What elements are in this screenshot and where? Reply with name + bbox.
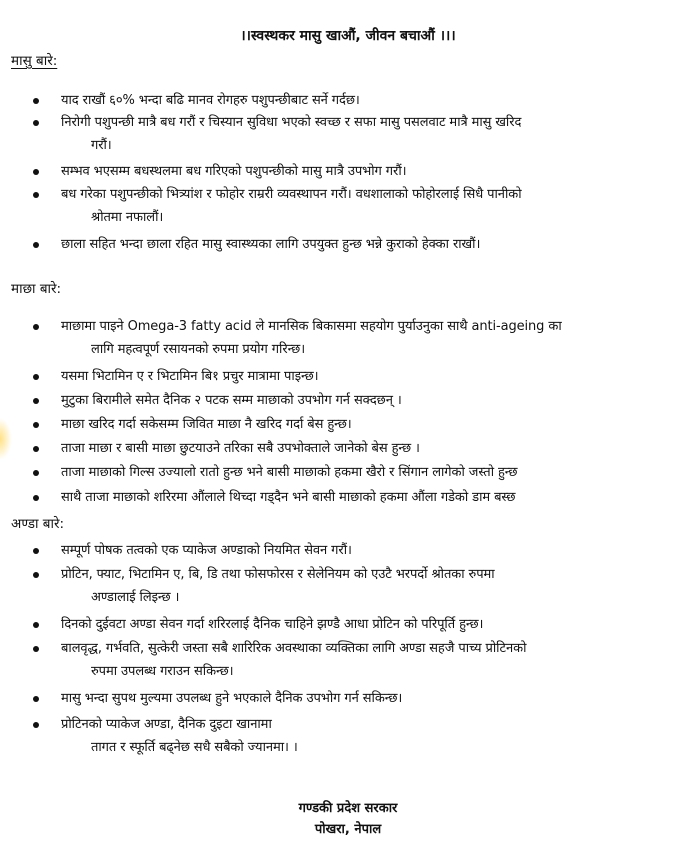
bullet-icon xyxy=(33,495,39,501)
list-item-text: बालवृद्ध, गर्भवति, सुत्केरी जस्ता सबै शारिरिक अवस्थाका व्यक्तिका लागि अण्डा सहजै पाच्य प्रोटिनको xyxy=(61,641,527,656)
list-item xyxy=(33,438,678,461)
list-item xyxy=(33,90,678,113)
list-item-text: साथै ताजा माछाको शरिरमा औंलाले थिच्दा गड्दैन भने बासी माछाको हकमा औंला गडेको डाम बस्छ xyxy=(61,490,516,505)
list-item-text: ताजा माछाको गिल्स उज्यालो रातो हुन्छ भने बासी माछाको हकमा खैरो र सिंगान लागेको जस्तो हुन्छ xyxy=(61,465,518,480)
list-item-text: सम्पूर्ण पोषक तत्वको एक प्याकेज अण्डाको नियमित सेवन गरौं। xyxy=(61,543,352,558)
bullet-icon xyxy=(33,324,39,330)
list-item xyxy=(33,366,678,389)
section-heading: मासु बारे: xyxy=(11,53,58,69)
list-item xyxy=(33,688,678,711)
list-item xyxy=(33,112,678,157)
list-item-text: लागि महत्वपूर्ण रसायनको रुपमा प्रयोग गरिन्छ। xyxy=(91,341,306,357)
bullet-icon xyxy=(33,548,39,554)
list-item xyxy=(33,487,678,510)
list-item xyxy=(33,161,678,184)
bullet-icon xyxy=(33,192,39,198)
highlight-mark xyxy=(0,418,12,460)
list-item-text: सम्भव भएसम्म बधस्थलमा बध गरिएको पशुपन्छीको मासु मात्रै उपभोग गरौं। xyxy=(61,164,407,179)
list-item xyxy=(33,540,678,563)
list-item-text: माछा खरिद गर्दा सकेसम्म जिवित माछा नै खरिद गर्दा बेस हुन्छ। xyxy=(61,417,352,432)
list-item-text: यसमा भिटामिन ए र भिटामिन बि१ प्रचुर मात्रामा पाइन्छ। xyxy=(61,369,319,384)
list-item xyxy=(33,462,678,485)
list-item-text: अण्डालाई लिइन्छ । xyxy=(91,589,180,605)
list-item xyxy=(33,714,678,759)
section-heading: अण्डा बारे: xyxy=(11,516,65,532)
bullet-icon xyxy=(33,374,39,380)
bullet-icon xyxy=(33,646,39,652)
bullet-icon xyxy=(33,398,39,404)
bullet-icon xyxy=(33,446,39,452)
list-item xyxy=(33,564,678,609)
list-item-text: दिनको दुईवटा अण्डा सेवन गर्दा शरिरलाई दैनिक चाहिने झण्डै आधा प्रोटिन को परिपूर्ति हुन्छ। xyxy=(61,617,484,632)
list-item xyxy=(33,316,678,361)
bullet-icon xyxy=(33,242,39,248)
list-item-text: रुपमा उपलब्ध गराउन सकिन्छ। xyxy=(91,663,234,679)
footer-organization: गण्डकी प्रदेश सरकार xyxy=(298,801,398,816)
list-item-text: प्रोटिन, फ्याट, भिटामिन ए, बि, डि तथा फोसफोरस र सेलेनियम को एउटै भरपर्दो श्रोतका रुपमा xyxy=(61,567,495,582)
list-item-text: श्रोतमा नफालौं। xyxy=(91,209,164,225)
footer-location: पोखरा, नेपाल xyxy=(314,822,382,837)
list-item-text: प्रोटिनको प्याकेज अण्डा, दैनिक दुइटा खानामा xyxy=(61,717,272,732)
list-item xyxy=(33,390,678,413)
list-item-text: याद राखौं ६०% भन्दा बढि मानव रोगहरु पशुपन्छीबाट सर्ने गर्दछ। xyxy=(61,93,360,108)
list-item-text: माछामा पाइने Omega-3 fatty acid ले मानसिक बिकासमा सहयोग पुर्याउनुका साथै anti-ageing का xyxy=(61,319,562,334)
list-item-text: तागत र स्फूर्ति बढ्नेछ सधै सबैको ज्यानमा। । xyxy=(91,739,298,755)
list-item xyxy=(33,638,678,683)
bullet-icon xyxy=(33,722,39,728)
list-item-text: गरौं। xyxy=(91,137,112,153)
list-item-text: ताजा माछा र बासी माछा छुटयाउने तरिका सबै उपभोक्ताले जानेको बेस हुन्छ । xyxy=(61,441,420,456)
list-item-text: मुटुका बिरामीले समेत दैनिक २ पटक सम्म माछाको उपभोग गर्न सक्दछन् । xyxy=(61,393,402,408)
bullet-icon xyxy=(33,696,39,702)
page-title: ।।स्वस्थकर मासु खाऔं, जीवन बचाऔं ।।। xyxy=(240,28,456,44)
list-item xyxy=(33,614,678,637)
bullet-icon xyxy=(33,622,39,628)
bullet-icon xyxy=(33,572,39,578)
bullet-icon xyxy=(33,470,39,476)
list-item-text: छाला सहित भन्दा छाला रहित मासु स्वास्थ्यका लागि उपयुक्त हुन्छ भन्ने कुराको हेक्का राखौं। xyxy=(61,237,481,252)
list-item-text: मासु भन्दा सुपथ मुल्यमा उपलब्ध हुने भएकाले दैनिक उपभोग गर्न सकिन्छ। xyxy=(61,691,403,706)
bullet-icon xyxy=(33,422,39,428)
list-item-text: बध गरेका पशुपन्छीको भित्र्यांश र फोहोर राम्ररी व्यवस्थापन गरौं। वधशालाको फोहोरलाई सिधै पानीको xyxy=(61,187,522,202)
list-item xyxy=(33,184,678,229)
list-item xyxy=(33,234,678,257)
bullet-icon xyxy=(33,120,39,126)
list-item xyxy=(33,414,678,437)
bullet-icon xyxy=(33,169,39,175)
section-heading: माछा बारे: xyxy=(11,281,62,297)
bullet-icon xyxy=(33,98,39,104)
list-item-text: निरोगी पशुपन्छी मात्रै बध गरौं र चिस्यान सुविधा भएको स्वच्छ र सफा मासु पसलवाट मात्रै मासु खरिद xyxy=(61,115,522,130)
